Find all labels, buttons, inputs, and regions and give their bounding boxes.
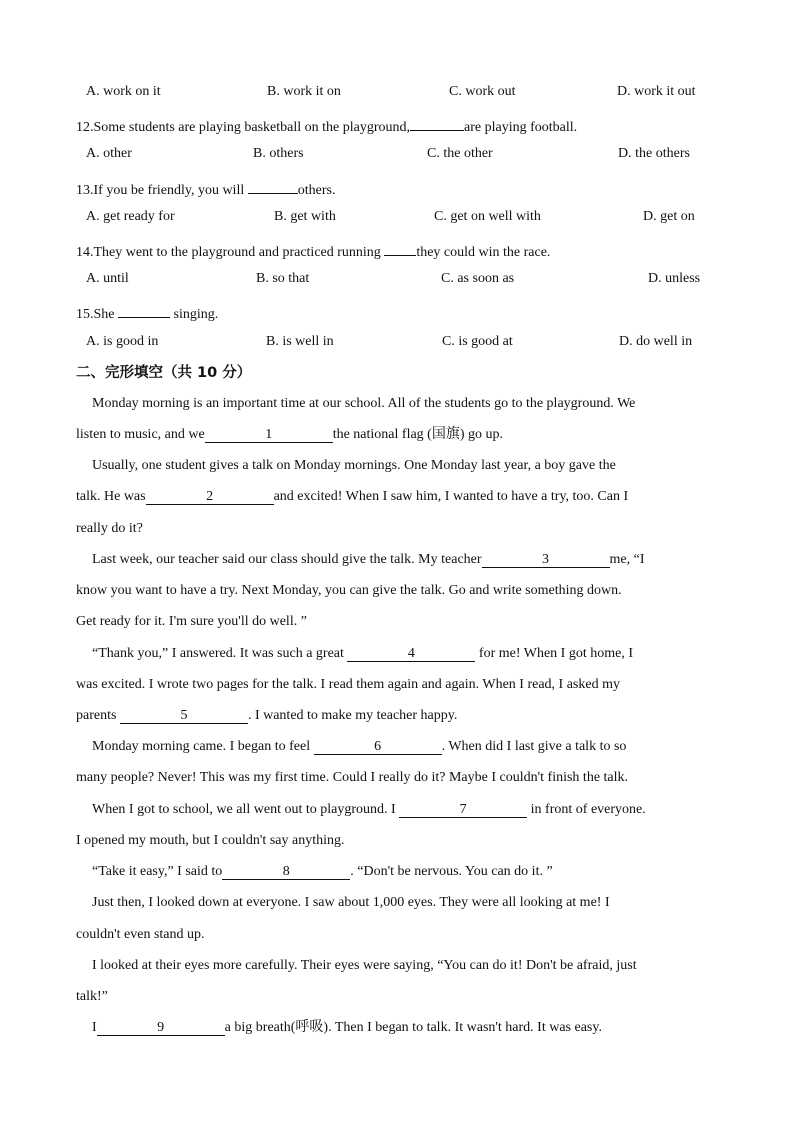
passage-line: know you want to have a try. Next Monday, you can give the talk. Go and write something down.: [76, 583, 622, 598]
q13-text-post: others.: [297, 183, 336, 198]
q15-option-b[interactable]: B. is well in: [266, 334, 334, 349]
q13-text-pre: 13.If you be friendly, you will: [76, 183, 248, 198]
cloze-blank-2[interactable]: 2: [146, 487, 274, 505]
passage-line: [92, 1018, 737, 1038]
q13-option-b[interactable]: B. get with: [274, 209, 336, 224]
passage-line: [92, 737, 737, 757]
q11-option-a[interactable]: A. work on it: [86, 84, 161, 99]
q12-option-d[interactable]: D. the others: [618, 146, 690, 161]
q12-option-a[interactable]: A. other: [86, 146, 132, 161]
q15-option-c[interactable]: C. is good at: [442, 334, 513, 349]
passage-line: couldn't even stand up.: [76, 927, 205, 942]
q12-option-c[interactable]: C. the other: [427, 146, 493, 161]
q12-text-post: are playing football.: [464, 120, 578, 135]
q13-option-a[interactable]: A. get ready for: [86, 209, 175, 224]
passage-line: [92, 800, 737, 820]
q13-options: [86, 207, 726, 227]
cloze-blank-6[interactable]: 6: [314, 737, 442, 755]
passage-line: was excited. I wrote two pages for the talk. I read them again and again. When I read, I asked my: [76, 677, 620, 692]
passage-text: Monday morning came. I began to feel: [92, 739, 314, 754]
passage-line: Get ready for it. I'm sure you'll do well. ”: [76, 614, 307, 629]
q15-text-pre: 15.She: [76, 307, 118, 322]
passage-text: for me! When I got home, I: [475, 646, 633, 661]
q13-blank[interactable]: [248, 176, 298, 194]
section-heading-cloze: 二、完形填空（共 10 分）: [76, 365, 252, 381]
q14-text-post: they could win the race.: [416, 245, 551, 260]
passage-line: [76, 487, 721, 507]
passage-line: [92, 644, 737, 664]
passage-line: [92, 862, 737, 882]
q14-option-c[interactable]: C. as soon as: [441, 271, 515, 286]
q15-option-d[interactable]: D. do well in: [619, 334, 693, 349]
passage-text: . I wanted to make my teacher happy.: [247, 708, 458, 723]
passage-text: a big breath(呼吸). Then I began to talk. It wasn't hard. It was easy.: [224, 1020, 602, 1035]
q15-blank[interactable]: [118, 300, 170, 318]
cloze-blank-5[interactable]: 5: [120, 706, 248, 724]
passage-text: the national flag (国旗) go up.: [332, 427, 503, 442]
q12-text-pre: 12.Some students are playing basketball on the playground,: [76, 120, 410, 135]
q14-stem: [76, 238, 721, 263]
q14-option-b[interactable]: B. so that: [256, 271, 310, 286]
q15-text-post: singing.: [170, 307, 219, 322]
passage-text: listen to music, and we: [76, 427, 205, 442]
passage-line: Monday morning is an important time at our school. All of the students go to the playground. We: [92, 396, 636, 411]
q11-option-d[interactable]: D. work it out: [617, 84, 696, 99]
q13-option-c[interactable]: C. get on well with: [434, 209, 541, 224]
q11-option-b[interactable]: B. work it on: [267, 84, 341, 99]
passage-text: in front of everyone.: [527, 802, 646, 817]
passage-text: . When did I last give a talk to so: [441, 739, 627, 754]
cloze-blank-3[interactable]: 3: [482, 550, 610, 568]
q15-stem: [76, 300, 721, 325]
passage-line: I looked at their eyes more carefully. Their eyes were saying, “You can do it! Don't be afraid, just: [92, 958, 637, 973]
q12-options: [86, 144, 726, 164]
cloze-blank-9[interactable]: 9: [97, 1018, 225, 1036]
q15-option-a[interactable]: A. is good in: [86, 334, 159, 349]
passage-line: [92, 550, 737, 570]
q13-stem: [76, 176, 721, 201]
q14-text-pre: 14.They went to the playground and practiced running: [76, 245, 385, 260]
cloze-blank-4[interactable]: 4: [347, 644, 475, 662]
passage-text: “Take it easy,” I said to: [92, 864, 223, 879]
passage-text: parents: [76, 708, 120, 723]
cloze-blank-1[interactable]: 1: [205, 425, 333, 443]
passage-line: many people? Never! This was my first time. Could I really do it? Maybe I couldn't finish the talk.: [76, 770, 629, 785]
passage-text: and excited! When I saw him, I wanted to have a try, too. Can I: [273, 489, 629, 504]
q14-option-a[interactable]: A. until: [86, 271, 129, 286]
q14-option-d[interactable]: D. unless: [648, 271, 701, 286]
passage-text: “Thank you,” I answered. It was such a great: [92, 646, 348, 661]
q12-stem: [76, 113, 721, 138]
q12-blank[interactable]: [410, 113, 464, 131]
passage-text: I: [92, 1020, 97, 1035]
q14-options: [86, 269, 726, 289]
q14-blank[interactable]: [384, 238, 416, 256]
q13-option-d[interactable]: D. get on: [643, 209, 695, 224]
q12-option-b[interactable]: B. others: [253, 146, 304, 161]
passage-line: talk!”: [76, 989, 108, 1004]
q11-options: [86, 82, 726, 102]
cloze-blank-8[interactable]: 8: [222, 862, 350, 880]
passage-line: [76, 425, 721, 445]
passage-line: I opened my mouth, but I couldn't say anything.: [76, 833, 345, 848]
passage-text: . “Don't be nervous. You can do it. ”: [350, 864, 553, 879]
passage-line: really do it?: [76, 521, 143, 536]
passage-text: me, “I: [609, 552, 645, 567]
passage-text: talk. He was: [76, 489, 146, 504]
cloze-blank-7[interactable]: 7: [399, 800, 527, 818]
q15-options: [86, 332, 726, 352]
passage-line: Just then, I looked down at everyone. I saw about 1,000 eyes. They were all looking at me! I: [92, 895, 610, 910]
passage-text: When I got to school, we all went out to playground. I: [92, 802, 400, 817]
passage-line: [76, 706, 721, 726]
q11-option-c[interactable]: C. work out: [449, 84, 516, 99]
passage-line: Usually, one student gives a talk on Monday mornings. One Monday last year, a boy gave the: [92, 458, 616, 473]
passage-text: Last week, our teacher said our class should give the talk. My teacher: [92, 552, 482, 567]
